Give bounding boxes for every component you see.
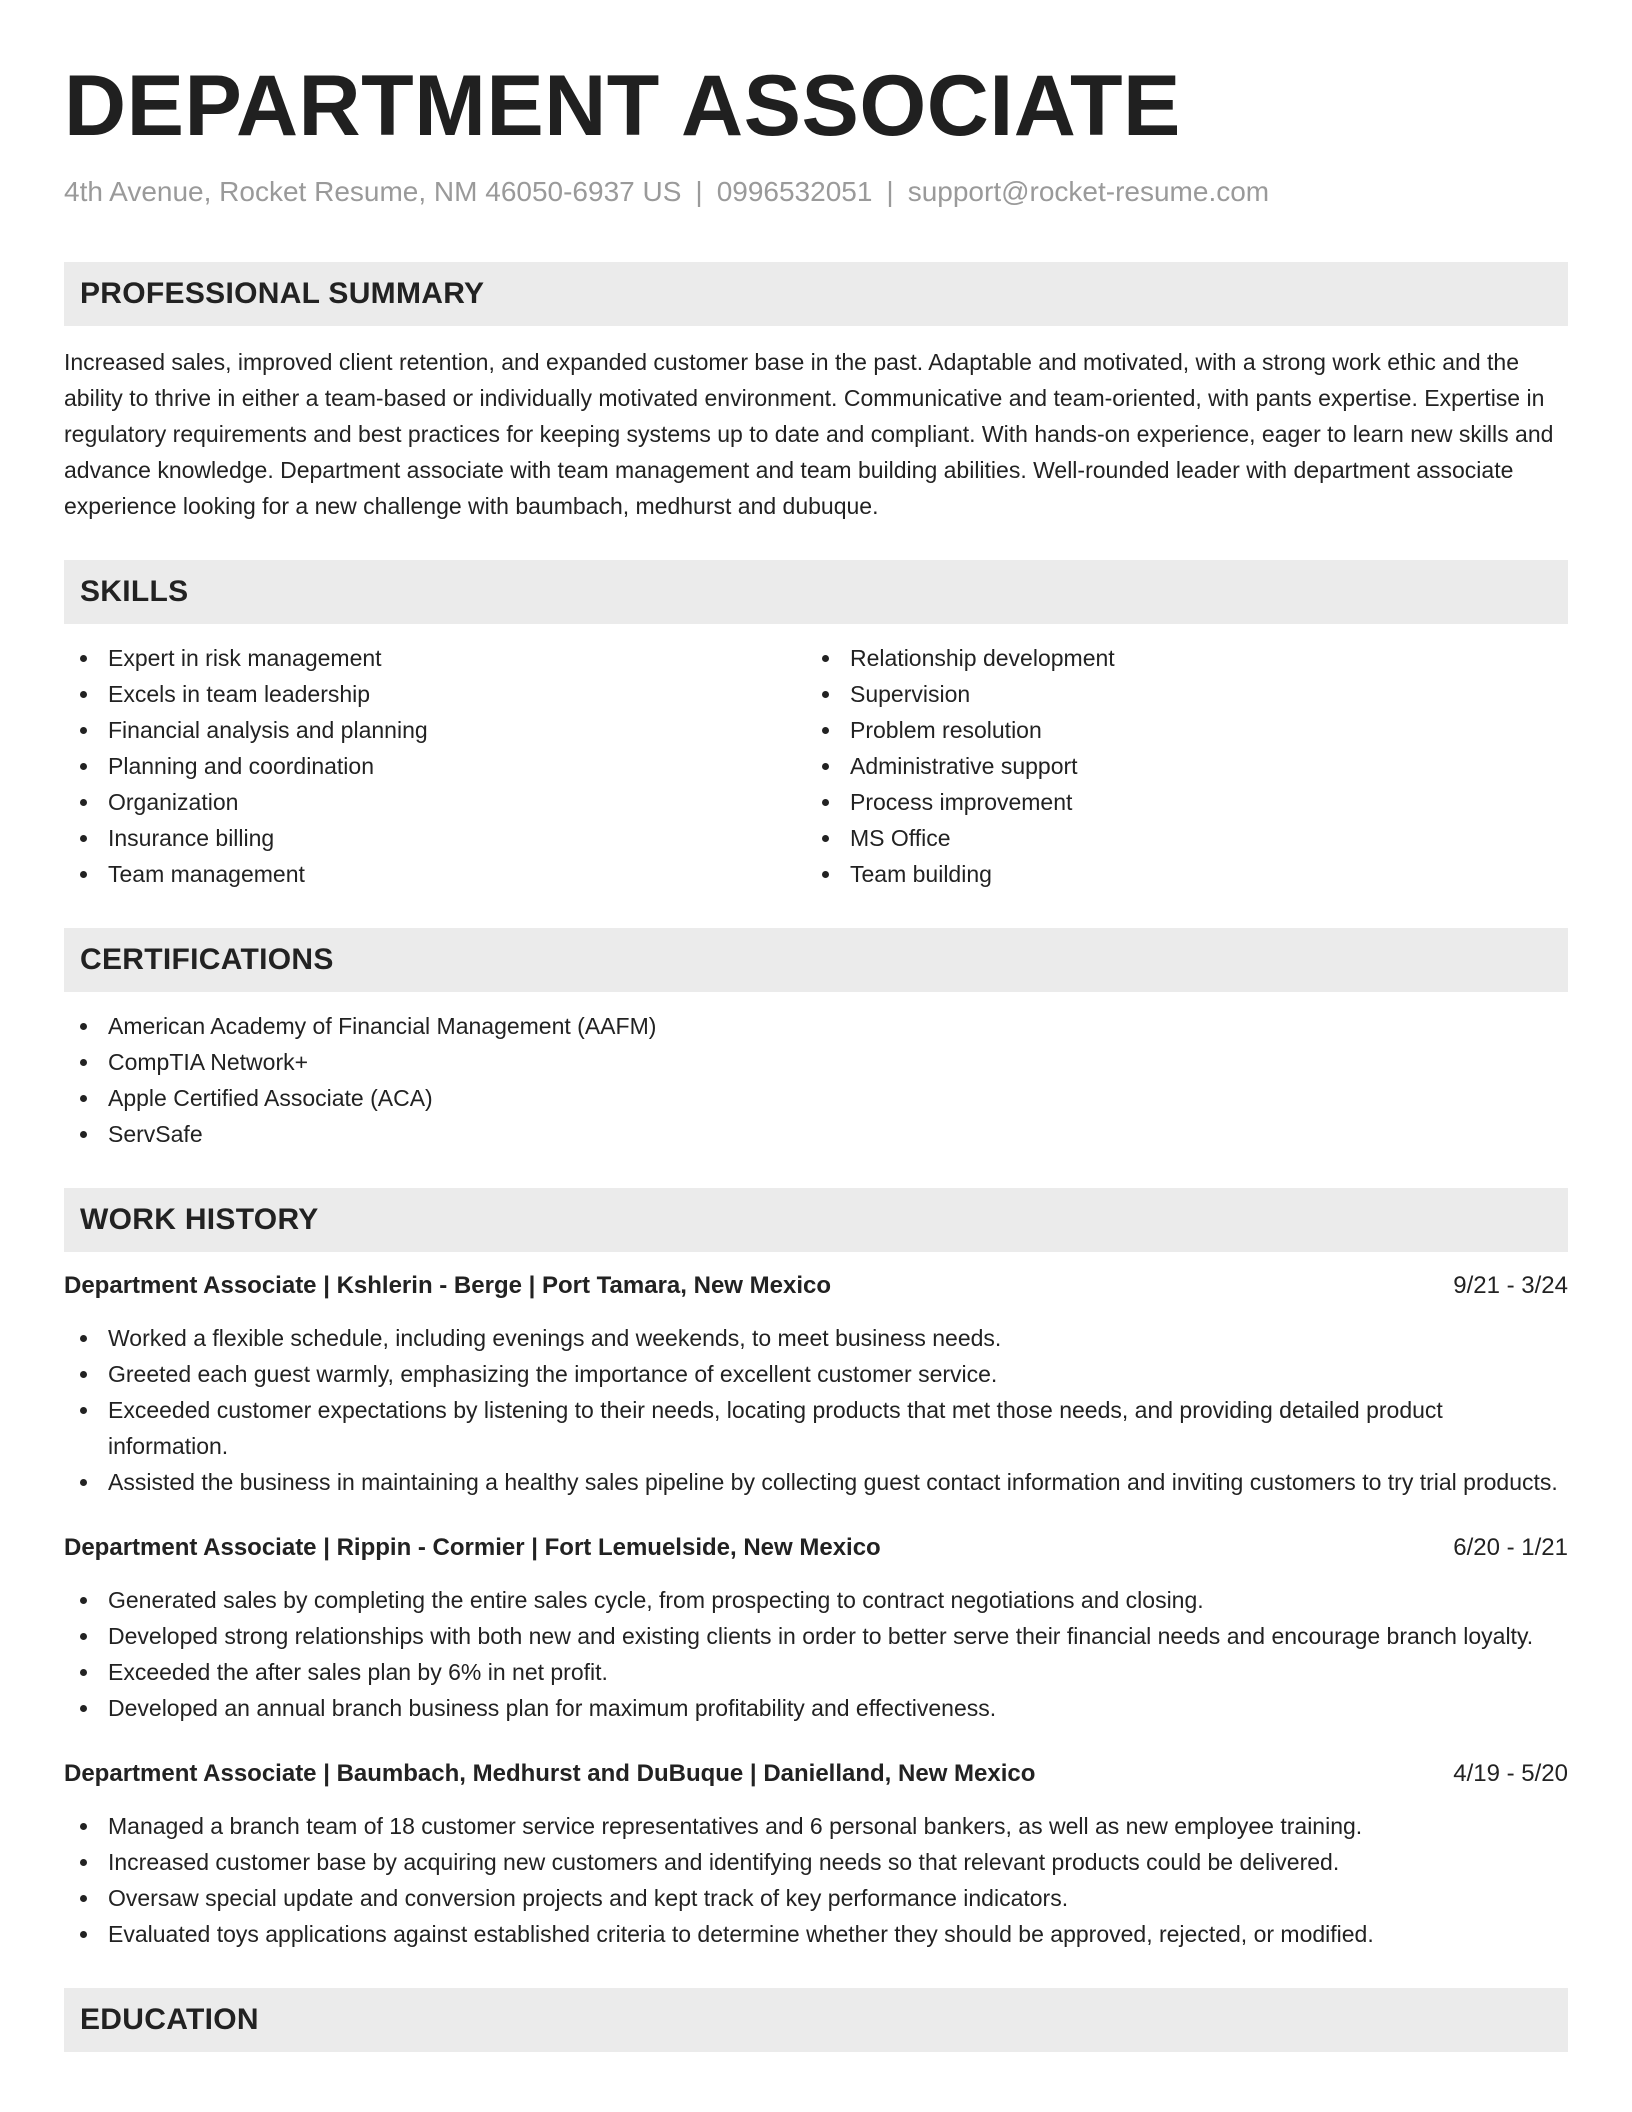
job-bullet: Managed a branch team of 18 customer service representatives and 6 personal bankers, as well as new employee training.: [64, 1808, 1568, 1844]
skills-grid: [64, 640, 1568, 892]
job-entry: [64, 1756, 1568, 1952]
skill-item: Team building: [806, 856, 1548, 892]
job-entry: [64, 1530, 1568, 1726]
contact-email: support@rocket-resume.com: [907, 176, 1270, 207]
job-bullet: Exceeded the after sales plan by 6% in net profit.: [64, 1654, 1568, 1690]
job-bullet: Increased customer base by acquiring new customers and identifying needs so that relevant products could be delivered.: [64, 1844, 1568, 1880]
job-header: [64, 1756, 1568, 1792]
skills-heading: SKILLS: [64, 560, 1568, 624]
job-bullets: [64, 1808, 1568, 1952]
certification-item: ServSafe: [64, 1116, 1568, 1152]
job-header: [64, 1530, 1568, 1566]
work-history-heading: WORK HISTORY: [64, 1188, 1568, 1252]
candidate-name: DEPARTMENT ASSOCIATE: [64, 58, 1181, 154]
certification-item: Apple Certified Associate (ACA): [64, 1080, 1568, 1116]
contact-separator: |: [886, 176, 894, 207]
job-bullets: [64, 1320, 1568, 1500]
job-title: Department Associate | Baumbach, Medhurst and DuBuque | Danielland, New Mexico: [64, 1760, 1036, 1787]
job-title: Department Associate | Kshlerin - Berge | Port Tamara, New Mexico: [64, 1272, 831, 1299]
skill-item: Process improvement: [806, 784, 1548, 820]
skill-item: Expert in risk management: [64, 640, 806, 676]
certification-item: CompTIA Network+: [64, 1044, 1568, 1080]
job-dates: 6/20 - 1/21: [1453, 1534, 1568, 1561]
job-bullet: Generated sales by completing the entire sales cycle, from prospecting to contract negotiations and closing.: [64, 1582, 1568, 1618]
job-bullet: Worked a flexible schedule, including evenings and weekends, to meet business needs.: [64, 1320, 1568, 1356]
job-bullet: Greeted each guest warmly, emphasizing the importance of excellent customer service.: [64, 1356, 1568, 1392]
skill-item: Team management: [64, 856, 806, 892]
skill-item: Administrative support: [806, 748, 1548, 784]
job-bullet: Assisted the business in maintaining a healthy sales pipeline by collecting guest contact information and inviting customers to try trial products.: [64, 1464, 1568, 1500]
skill-item: Organization: [64, 784, 806, 820]
job-bullet: Developed an annual branch business plan for maximum profitability and effectiveness.: [64, 1690, 1568, 1726]
skill-item: Supervision: [806, 676, 1548, 712]
job-header: [64, 1268, 1568, 1304]
contact-separator: |: [695, 176, 703, 207]
skill-item: Planning and coordination: [64, 748, 806, 784]
job-entry: [64, 1268, 1568, 1500]
job-bullet: Oversaw special update and conversion projects and kept track of key performance indicators.: [64, 1880, 1568, 1916]
job-bullet: Evaluated toys applications against established criteria to determine whether they should be approved, rejected, or modified.: [64, 1916, 1568, 1952]
skill-item: Insurance billing: [64, 820, 806, 856]
certifications-list: [64, 1008, 1568, 1152]
contact-address: 4th Avenue, Rocket Resume, NM 46050-6937 US: [64, 176, 682, 207]
skills-list-right: [806, 640, 1548, 892]
summary-heading: PROFESSIONAL SUMMARY: [64, 262, 1568, 326]
certifications-heading: CERTIFICATIONS: [64, 928, 1568, 992]
skills-list-left: [64, 640, 806, 892]
job-dates: 4/19 - 5/20: [1453, 1760, 1568, 1787]
job-title: Department Associate | Rippin - Cormier | Fort Lemuelside, New Mexico: [64, 1534, 881, 1561]
skill-item: Relationship development: [806, 640, 1548, 676]
skill-item: Excels in team leadership: [64, 676, 806, 712]
skill-item: Financial analysis and planning: [64, 712, 806, 748]
job-bullet: Developed strong relationships with both new and existing clients in order to better serve their financial needs and encourage branch loyalty.: [64, 1618, 1568, 1654]
certification-item: American Academy of Financial Management (AAFM): [64, 1008, 1568, 1044]
contact-line: [64, 174, 1568, 210]
education-heading: EDUCATION: [64, 1988, 1568, 2052]
resume-page: [64, 0, 1568, 2052]
skill-item: MS Office: [806, 820, 1548, 856]
summary-text: Increased sales, improved client retention, and expanded customer base in the past. Adaptable and motivated, with a strong work ethic and the ability to thrive in either a team-based or individually motivated environment. Communicative and team-oriented, with pants expertise. Expertise in regulatory requirements and best practices for keeping systems up to date and compliant. With hands-on experience, eager to learn new skills and advance knowledge. Department associate with team management and team building abilities. Well-rounded leader with department associate experience looking for a new challenge with baumbach, medhurst and dubuque.: [64, 349, 1554, 519]
contact-phone: 0996532051: [716, 176, 873, 207]
job-dates: 9/21 - 3/24: [1453, 1272, 1568, 1299]
job-bullets: [64, 1582, 1568, 1726]
skill-item: Problem resolution: [806, 712, 1548, 748]
job-bullet: Exceeded customer expectations by listening to their needs, locating products that met those needs, and providing detailed product information.: [64, 1392, 1568, 1464]
